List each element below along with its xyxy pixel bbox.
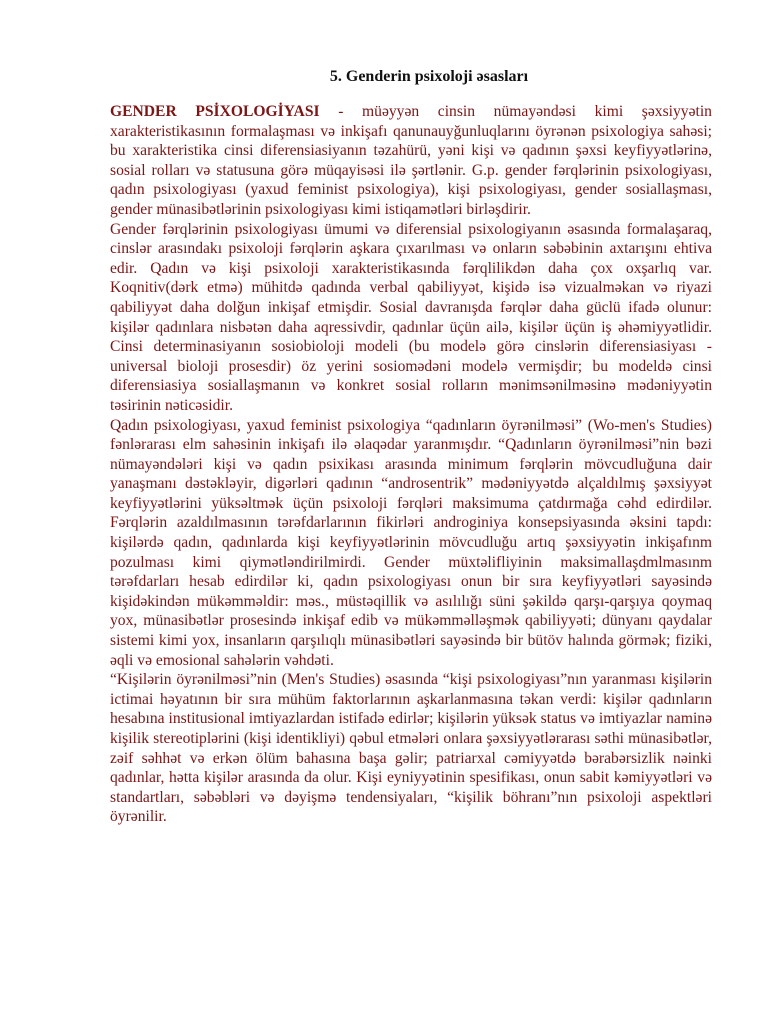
paragraph-women-psychology: Qadın psixologiyası, yaxud feminist psixologiya “qadınların öyrənilməsi” (Wo-men's Studies) fənlərarası elm sahəsinin inkişafı ilə əlaqədar yaranmışdır. “Qadınların öyrənilməsi”nin bəzi nümayəndələri kişi və qadın psixikası arasında minimum fərqlərin mövcudluğuna dair yanaşmanı dəstəkləyir, digərləri qadının “androsentrik” mədəniyyətdə alçaldılmış şəxsiyyət keyfiyyətlərini yüksəltmək üçün psixoloji fərqləri maksimuma çatdırmağa cəhd edirdilər. Fərqlərin azaldılmasının tərəfdarlarının fikirləri androginiya konsepsiyasında əksini tapdı: kişilərdə qadın, qadınlarda kişi keyfiyyətlərinin mövcudluğu artıq şəxsiyyətin inkişafınm pozulması kimi qiymətləndirilmirdi. Gender müxtəlifliyinin maksimallaşdmlmasınm tərəfdarları hesab edirdilər ki, qadın psixologiyası onun bir sıra keyfiyyətləri sayəsində kişidəkindən mükəmməldir: məs., müstəqillik və asılılığı süni şəkildə qarşı-qarşıya qoymaq yox, münasibətlər prosesində inkişaf edib və mükəmməlləşmək qabiliyyəti; dünyanı qaydalar sistemi kimi yox, insanların qarşılıqlı münasibətləri sayəsində bir bütöv halında görmək; fiziki, əqli və emosional sahələrin vəhdəti. [110,416,712,669]
section-title: 5. Genderin psixoloji əsasları [329,68,529,85]
paragraph-definition [110,102,712,220]
term-separator: - [319,103,363,120]
paragraph-text: müəyyən cinsin nümayəndəsi kimi şəxsiyyətin xarakteristikasının formalaşması və inkişafı qanunauyğunluqlarını öyrənən psixologiya sahəsi; bu xarakteristika cinsi diferensiasiyanın təzahürü, yəni kişi və qadının şəxsi keyfiyyətlərinə, sosial rolları və statusuna görə müqayisəsi ilə şərtlənir. G.p. gender fərqlərinin psixologiyası, qadın psixologiyası (yaxud feminist psixologiya), kişi psixologiyası, gender sosiallaşması, gender münasibətlərinin psixologiyası kimi istiqamətləri birləşdirir. [110,103,712,218]
defined-term: GENDER PSİXOLOGİYASI [110,103,320,120]
paragraph-gender-differences: Gender fərqlərinin psixologiyası ümumi və diferensial psixologiyanın əsasında formalaşaraq, cinslər arasındakı psixoloji fərqlərin aşkara çıxarılması və onların səbəbinin axtarışını ehtiva edir. Qadın və kişi psixoloji xarakteristikasında fərqlilikdən daha çox oxşarlıq var. Koqnitiv(dərk etmə) mühitdə qadında verbal qabiliyyət, kişidə isə vizualməkan və riyazi qabiliyyət daha dolğun inkişaf etmişdir. Sosial davranışda fərqlər daha güclü ifadə olunur: kişilər qadınlara nisbətən daha aqressivdir, qadınlar üçün ailə, kişilər üçün iş əhəmiyyətlidir. Cinsi determinasiyanın sosiobioloji modeli (bu modelə görə cinslərin diferensiasiyası - universal bioloji prosesdir) öz yerini sosiomədəni modelə vermişdir; bu modeldə cinsi diferensiasiya sosiallaşmanın və konkret sosial rolların mənimsənilməsinə mədəniyyətin təsirinin nəticəsidir. [110,220,712,414]
document-page [110,66,712,827]
paragraph-men-psychology: “Kişilərin öyrənilməsi”nin (Men's Studies) əsasında “kişi psixologiyası”nın yaranması kişilərin ictimai həyatının bir sıra mühüm faktorlarının aşkarlanmasına təkan verdi: kişilər qadınların hesabına institusional imtiyazlardan istifadə edirlər; kişilərin yüksək status və imtiyazlar naminə kişilik stereotiplərini (kişi identikliyi) qəbul etmələri onlara şəxsiyyətlərarası səthi münasibətlər, zəif səhhət və erkən ölüm bahasına başa gəlir; patriarxal cəmiyyətdə bərabərsizlik nəinki qadınlar, hətta kişilər arasında da olur. Kişi eyniyyətinin spesifikası, onun sabit kəmiyyətləri və standartları, səbəbləri və dəyişmə tendensiyaları, “kişilik böhranı”nın psixoloji aspektləri öyrənilir. [110,671,712,826]
